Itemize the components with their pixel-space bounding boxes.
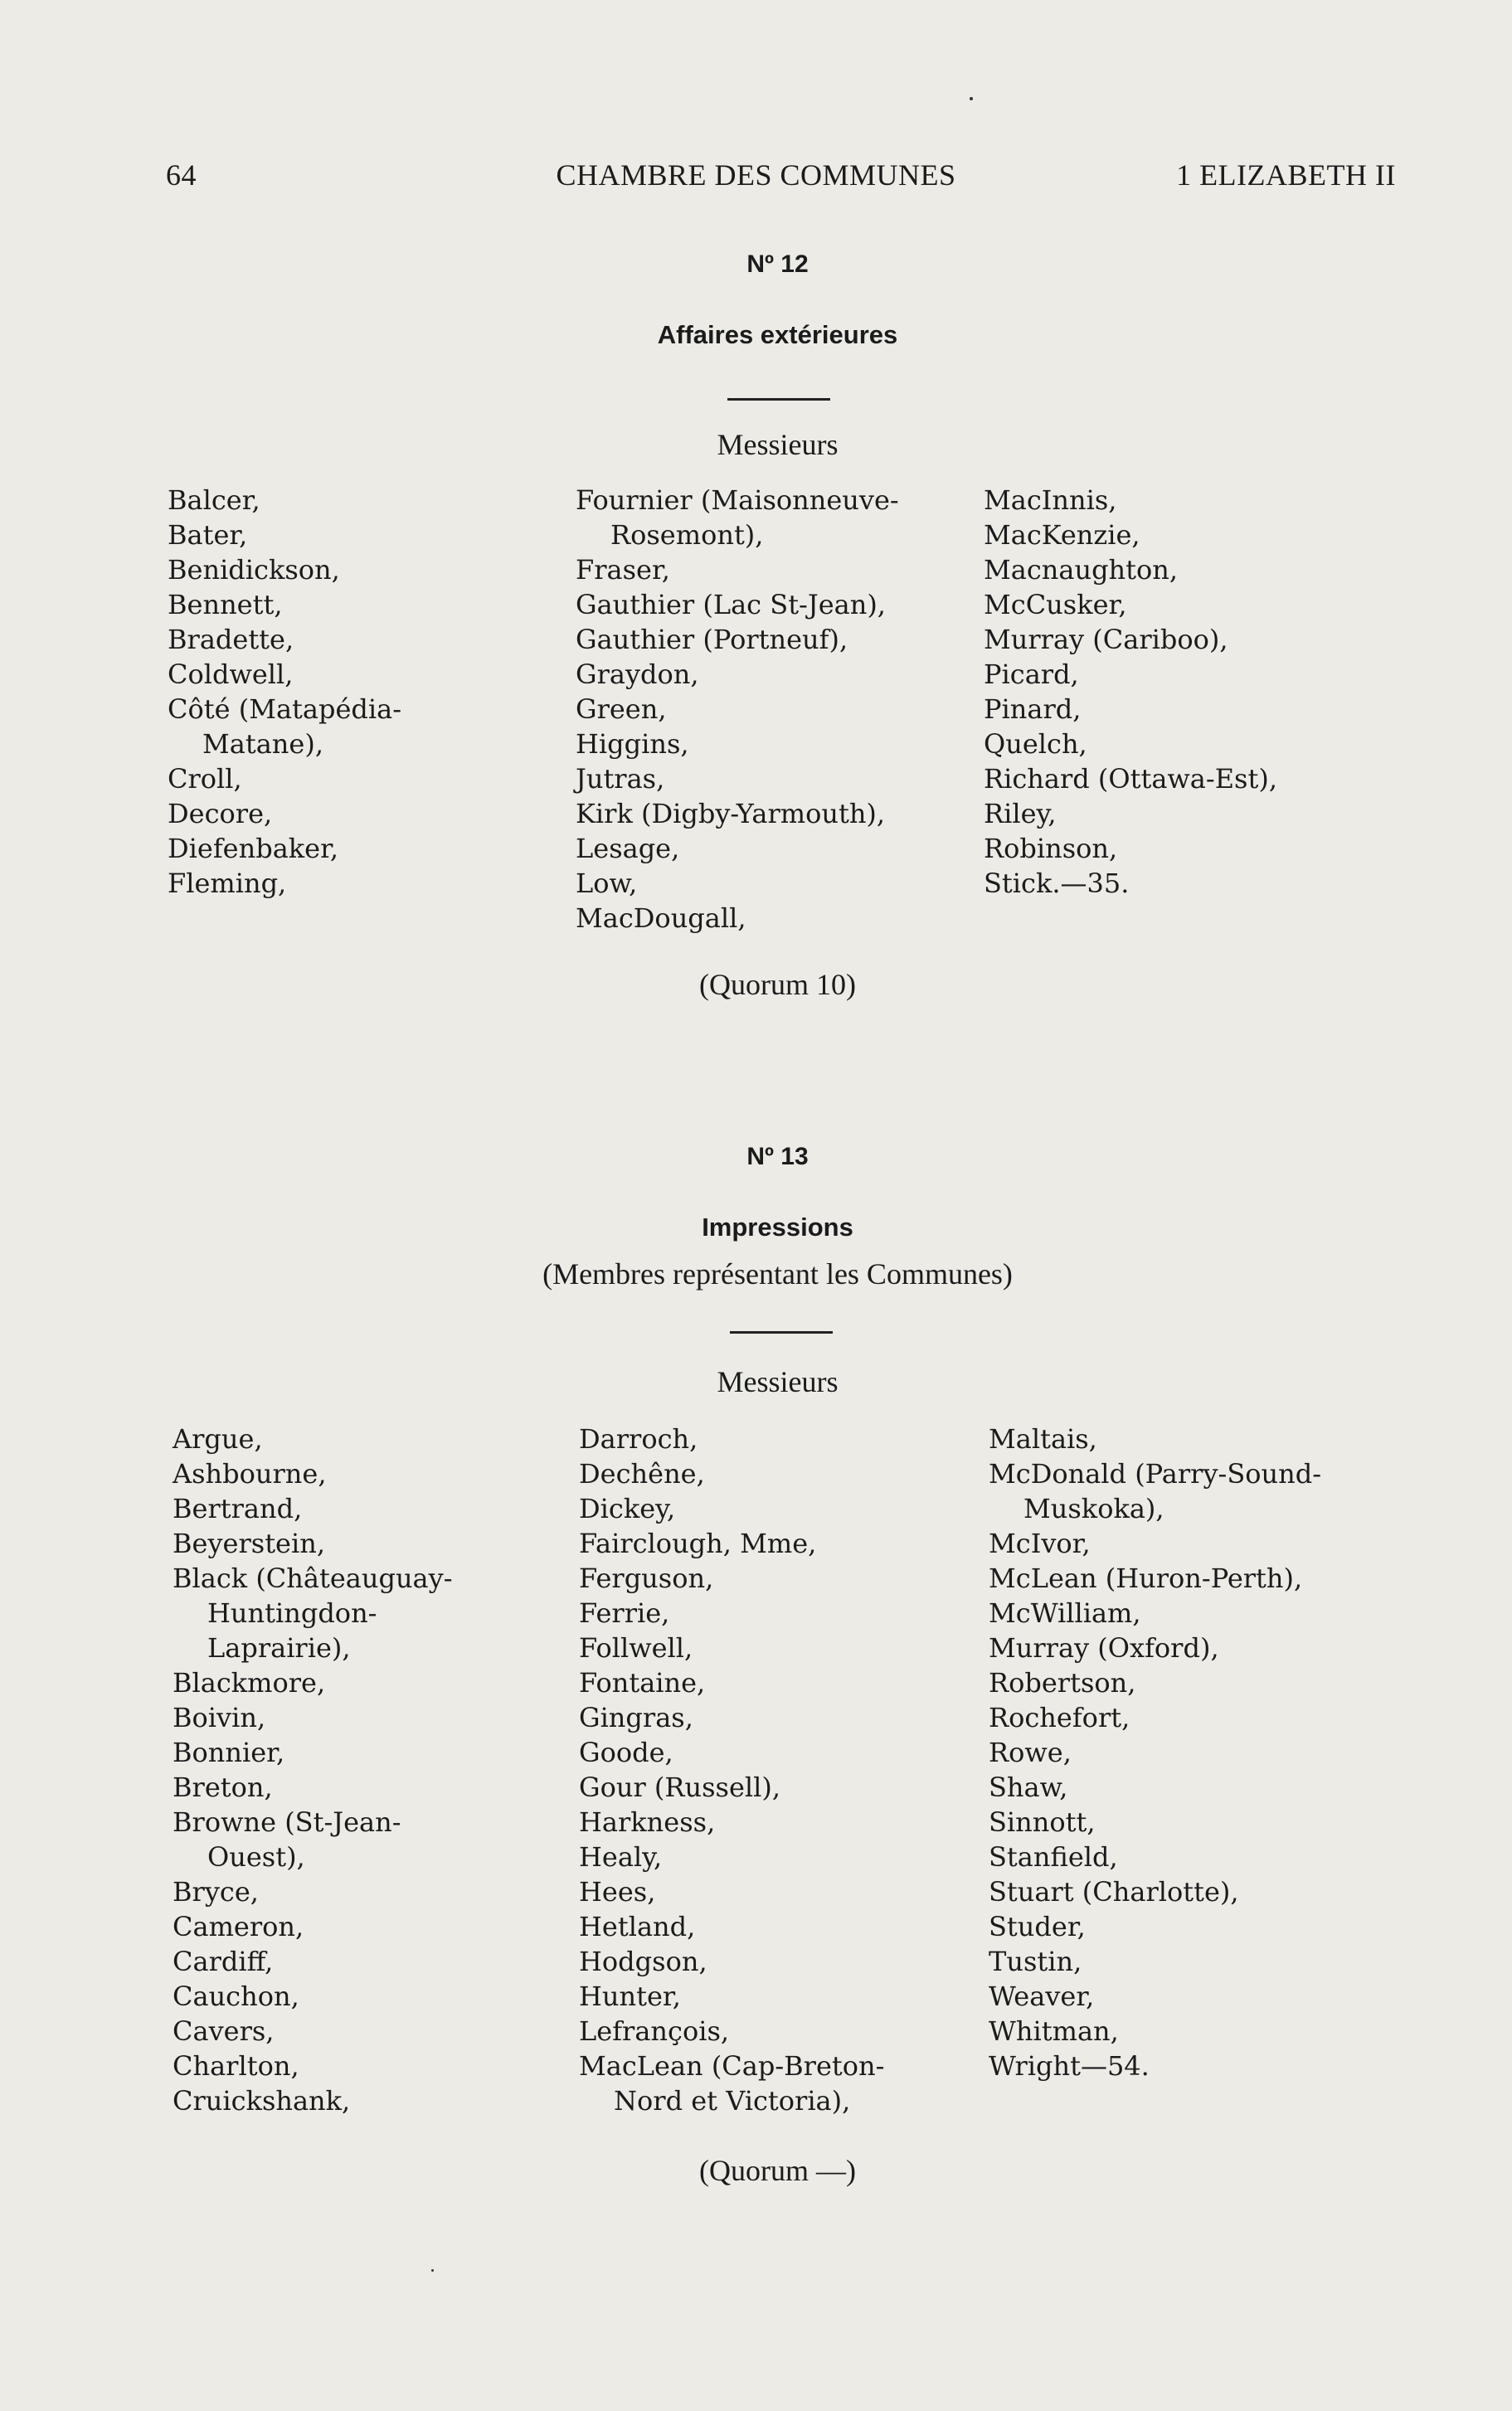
member-name: Ashbourne, [173,1458,327,1490]
member-name: Cameron, [173,1911,304,1942]
section-13-column-3 [989,1422,1321,2083]
section-13-column-2 [579,1422,884,2118]
member-name: McCusker, [984,589,1127,620]
member-name: Bater, [168,519,248,551]
member-name: Browne (St-Jean- [173,1806,401,1838]
member-name: Benidickson, [168,554,340,586]
member-name: Cauchon, [173,1981,299,2012]
section-13-rule [730,1331,833,1334]
section-12-column-1 [168,483,401,901]
section-12-title: Affaires extérieures [657,320,898,349]
member-name: Healy, [579,1841,663,1873]
member-name: Lefrançois, [579,2015,730,2047]
member-name: Rochefort, [989,1702,1130,1733]
member-name: Charlton, [173,2050,299,2082]
member-name: MacKenzie, [984,519,1140,551]
member-name: Bonnier, [173,1737,285,1768]
member-name: Gauthier (Lac St-Jean), [576,589,886,620]
member-name: Bertrand, [173,1493,303,1524]
member-name: McWilliam, [989,1597,1141,1629]
member-name: Ferguson, [579,1563,714,1594]
member-name: Decore, [168,798,273,829]
section-12-messieurs: Messieurs [717,428,839,461]
member-name: McLean (Huron-Perth), [989,1563,1303,1594]
member-name: MacInnis, [984,484,1117,516]
page-number: 64 [166,158,197,192]
member-name: Richard (Ottawa-Est), [984,763,1277,795]
member-name: Maltais, [989,1423,1097,1455]
member-name: Blackmore, [173,1667,326,1699]
section-12-number: Nº 12 [746,250,809,278]
member-name: Diefenbaker, [168,833,339,864]
member-name: Tustin, [989,1946,1082,1977]
section-13-column-1 [173,1422,453,2118]
section-12-column-3 [984,483,1277,901]
member-name: Riley, [984,798,1057,829]
member-name: Shaw, [989,1772,1068,1803]
member-name: Balcer, [168,484,260,516]
member-name: Darroch, [579,1423,698,1455]
member-name: McIvor, [989,1528,1091,1559]
section-13-title: Impressions [702,1213,853,1242]
member-name: Gour (Russell), [579,1772,780,1803]
member-name: Murray (Oxford), [989,1632,1219,1664]
member-name: Boivin, [173,1702,266,1733]
member-name: Fontaine, [579,1667,706,1699]
running-right: 1 ELIZABETH II [1176,158,1396,192]
member-name: Macnaughton, [984,554,1179,586]
member-name: Sinnott, [989,1806,1096,1838]
section-13-quorum: (Quorum —) [699,2154,856,2187]
member-name: Dickey, [579,1493,676,1524]
member-name: Dechêne, [579,1458,705,1490]
running-title: CHAMBRE DES COMMUNES [556,158,956,192]
member-name: Cruickshank, [173,2085,351,2117]
member-name: Hetland, [579,1911,696,1942]
member-name: Follwell, [579,1632,693,1664]
member-name: Cardiff, [173,1946,274,1977]
member-name: Studer, [989,1911,1086,1942]
member-name: Whitman, [989,2015,1119,2047]
member-name: Lesage, [576,833,680,864]
member-name: Bradette, [168,624,294,655]
section-13-subtitle: (Membres représentant les Communes) [542,1257,1013,1291]
member-name: Graydon, [576,659,699,690]
member-name: Hodgson, [579,1946,707,1977]
member-name: Stuart (Charlotte), [989,1876,1239,1908]
section-13-number: Nº 13 [746,1143,809,1170]
member-name: Hees, [579,1876,656,1908]
member-name: Stick.—35. [984,868,1130,899]
member-name: Black (Châteauguay- [173,1563,453,1594]
member-name: Rosemont), [610,519,764,551]
member-name: Green, [576,693,667,725]
member-name: Kirk (Digby-Yarmouth), [576,798,886,829]
member-name: Robertson, [989,1667,1136,1699]
member-name: MacLean (Cap-Breton- [579,2050,885,2082]
member-name: Gingras, [579,1702,693,1733]
member-name: Low, [576,868,638,899]
member-name: Cavers, [173,2015,275,2047]
member-name: Robinson, [984,833,1118,864]
member-name: Breton, [173,1772,273,1803]
member-name: Gauthier (Portneuf), [576,624,848,655]
member-name: Muskoka), [1023,1493,1164,1524]
section-12-rule [727,398,830,401]
member-name: Fairclough, Mme, [579,1528,817,1559]
member-name: Murray (Cariboo), [984,624,1228,655]
member-name: Bennett, [168,589,283,620]
member-name: Ouest), [207,1841,305,1873]
section-12-column-2 [576,483,899,936]
member-name: Goode, [579,1737,673,1768]
member-name: Fournier (Maisonneuve- [576,484,899,516]
section-12-quorum: (Quorum 10) [699,968,856,1001]
section-13-messieurs: Messieurs [717,1365,839,1398]
member-name: MacDougall, [576,902,746,934]
member-name: Ferrie, [579,1597,670,1629]
member-name: Rowe, [989,1737,1072,1768]
member-name: Harkness, [579,1806,716,1838]
member-name: Jutras, [576,763,665,795]
member-name: Weaver, [989,1981,1095,2012]
member-name: Bryce, [173,1876,259,1908]
member-name: Coldwell, [168,659,294,690]
member-name: Picard, [984,659,1079,690]
member-name: Pinard, [984,693,1082,725]
member-name: Hunter, [579,1981,681,2012]
member-name: Beyerstein, [173,1528,325,1559]
member-name: Croll, [168,763,242,795]
member-name: McDonald (Parry-Sound- [989,1458,1322,1490]
member-name: Matane), [202,728,323,760]
member-name: Wright—54. [989,2050,1150,2082]
member-name: Laprairie), [207,1632,351,1664]
member-name: Nord et Victoria), [614,2085,851,2117]
member-name: Côté (Matapédia- [168,693,402,725]
member-name: Huntingdon- [207,1597,377,1629]
print-speck [970,97,973,100]
member-name: Argue, [173,1423,263,1455]
member-name: Higgins, [576,728,689,760]
member-name: Fleming, [168,868,287,899]
member-name: Fraser, [576,554,670,586]
member-name: Stanfield, [989,1841,1118,1873]
member-name: Quelch, [984,728,1087,760]
print-speck [431,2269,434,2272]
